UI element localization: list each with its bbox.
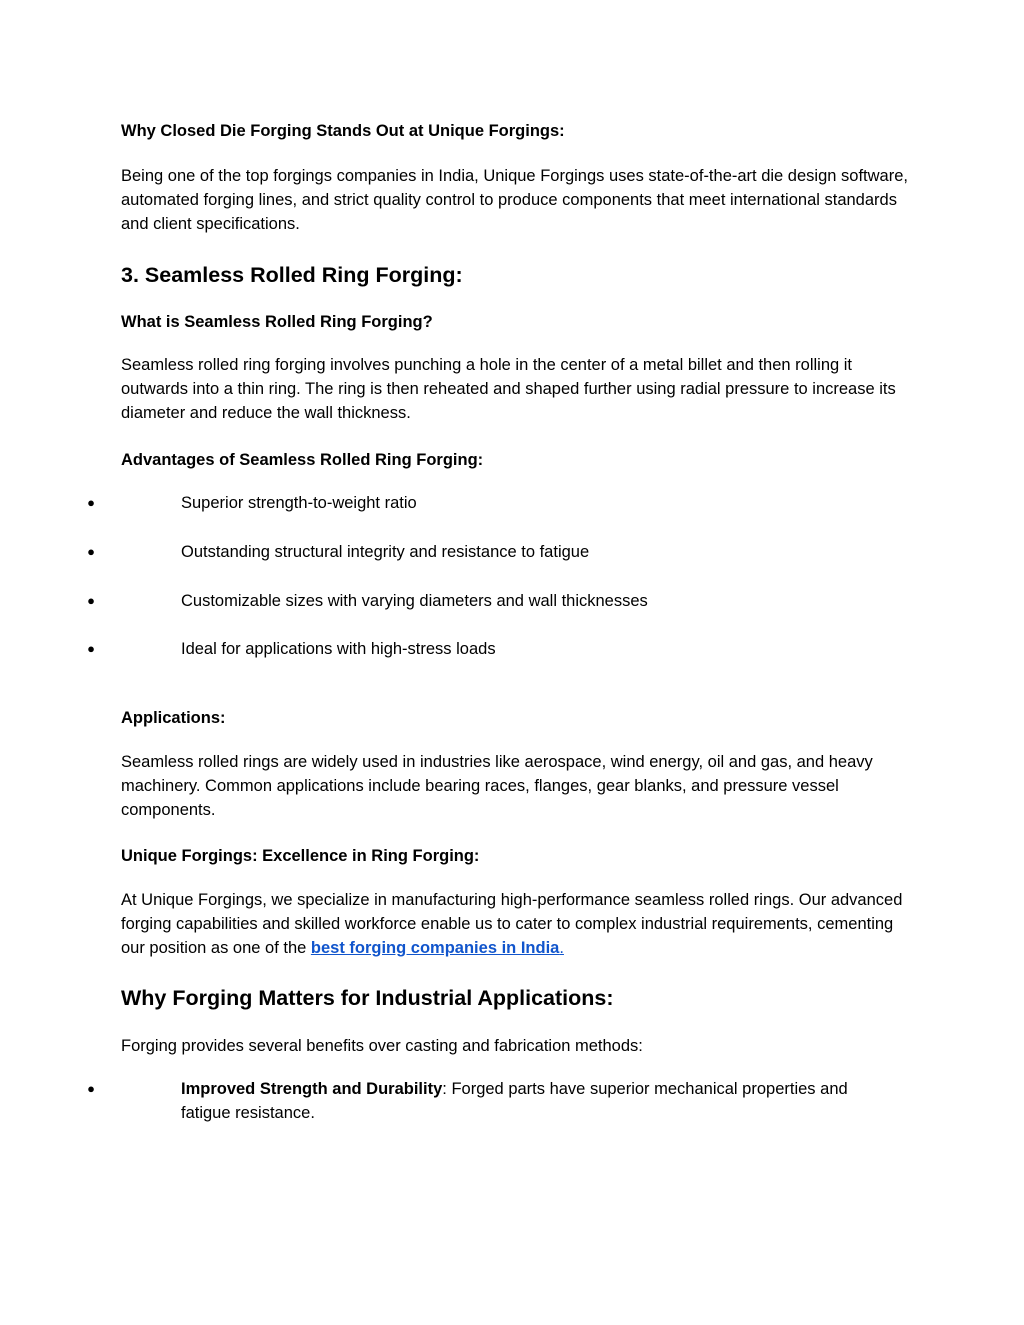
why-forging-intro: Forging provides several benefits over casting and fabrication methods: [121, 1037, 643, 1055]
applications-heading: Applications: [121, 709, 226, 727]
benefit-label: Improved Strength and Durability [181, 1080, 443, 1098]
list-item [87, 589, 851, 613]
closed-die-paragraph: Being one of the top forgings companies in India, Unique Forgings uses state-of-the-art die design software, automated forging lines, and strict quality control to produce components that meet international standards and client specifications. [121, 167, 908, 233]
bullet-icon: ● [87, 495, 95, 510]
why-forging-title: Why Forging Matters for Industrial Applications: [121, 986, 614, 1010]
advantage-text: Superior strength-to-weight ratio [181, 494, 417, 512]
bullet-icon: ● [87, 593, 95, 608]
link-period: . [559, 939, 564, 957]
what-is-ring-forging-heading: What is Seamless Rolled Ring Forging? [121, 313, 433, 331]
what-is-ring-forging-paragraph: Seamless rolled ring forging involves punching a hole in the center of a metal billet and then rolling it outwards into a thin ring. The ring is then reheated and shaped further using radial pressure to increase its diameter and reduce the wall thickness. [121, 356, 896, 422]
ring-forging-title: 3. Seamless Rolled Ring Forging: [121, 263, 463, 287]
advantages-heading: Advantages of Seamless Rolled Ring Forging: [121, 451, 484, 469]
excellence-text: At Unique Forgings, we specialize in manufacturing high-performance seamless rolled rings. Our advanced forging capabilities and skilled workforce enable us to cater to complex industrial requirements, cementing our position as one of the [121, 891, 903, 957]
closed-die-heading: Why Closed Die Forging Stands Out at Unique Forgings: [121, 122, 565, 140]
list-item [87, 491, 851, 515]
list-item [87, 637, 851, 661]
excellence-heading: Unique Forgings: Excellence in Ring Forging: [121, 847, 480, 865]
benefit-text [181, 1077, 901, 1125]
bullet-icon: ● [87, 641, 95, 656]
excellence-paragraph [121, 888, 911, 960]
list-item [87, 540, 851, 564]
best-forging-companies-link[interactable]: best forging companies in India [310, 939, 560, 957]
bullet-icon: ● [87, 544, 95, 559]
list-item [87, 1077, 851, 1125]
advantage-text: Ideal for applications with high-stress loads [181, 640, 496, 658]
benefit-description: : Forged parts have superior mechanical properties and fatigue resistance. [181, 1080, 848, 1122]
applications-paragraph: Seamless rolled rings are widely used in industries like aerospace, wind energy, oil and gas, and heavy machinery. Common applications include bearing races, flanges, gear blanks, and pressure vessel components. [121, 753, 873, 819]
advantage-text: Outstanding structural integrity and resistance to fatigue [181, 543, 590, 561]
advantage-text: Customizable sizes with varying diameters and wall thicknesses [181, 592, 648, 610]
bullet-icon: ● [87, 1081, 95, 1096]
